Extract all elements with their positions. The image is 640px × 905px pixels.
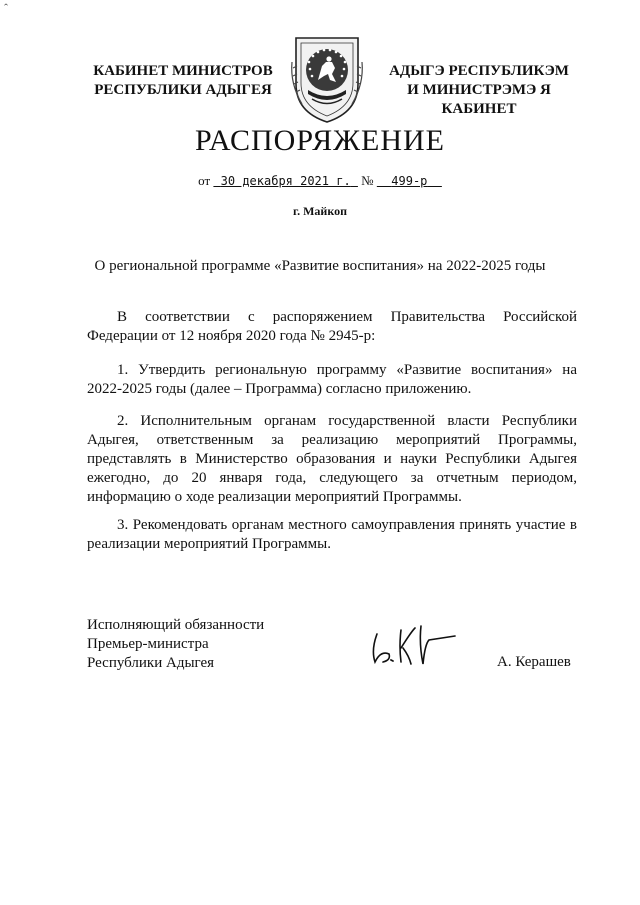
adygea-emblem-icon: [288, 32, 366, 124]
header-right-line1: АДЫГЭ РЕСПУБЛИКЭМ: [389, 63, 569, 79]
header-left-line1: КАБИНЕТ МИНИСТРОВ: [93, 63, 273, 79]
document-subject: О региональной программе «Развитие воспитания» на 2022-2025 годы: [94, 258, 546, 274]
corner-mark: ˆ: [4, 1, 8, 15]
header-right-line2: И МИНИСТРЭМЭ Я КАБИНЕТ: [407, 82, 551, 117]
paragraph-preamble: В соответствии с распоряжением Правительства Российской Федерации от 12 ноября 2020 года № 2945-р:: [87, 309, 577, 344]
document-title: РАСПОРЯЖЕНИЕ: [194, 124, 446, 157]
order-number: 499-р: [391, 174, 428, 188]
paragraph-item-2: 2. Исполнительным органам государственной власти Республики Адыгея, ответственным за реализацию мероприятий Программы, представлять в Министерство образования и науки Республики Адыгея ежегодно, до 20 января года, следующего за отчетным периодом, информацию о ходе реализации мероприятий Программы.: [87, 413, 577, 505]
header-right: [372, 62, 586, 119]
order-date: 30 декабря 2021 г.: [220, 174, 351, 188]
paragraph-item-3: 3. Рекомендовать органам местного самоуправления принять участие в реализации мероприятий Программы.: [87, 517, 577, 552]
paragraph-item-1: 1. Утвердить региональную программу «Развитие воспитания» на 2022-2025 годы (далее – Программа) согласно приложению.: [87, 362, 577, 397]
signatory-title-line3: Республики Адыгея: [87, 655, 215, 671]
signatory-title-line1: Исполняющий обязанности: [87, 617, 265, 633]
signatory-title: [87, 616, 264, 673]
order-line: [0, 173, 640, 189]
signatory-title-line2: Премьер-министра: [87, 636, 209, 652]
handwritten-signature: [367, 620, 457, 670]
city: г. Майкоп: [292, 204, 347, 218]
order-number-label: №: [361, 173, 374, 188]
order-prefix: от: [198, 173, 211, 188]
header-left-line2: РЕСПУБЛИКИ АДЫГЕЯ: [94, 82, 272, 98]
signatory-name: А. Керашев: [497, 654, 571, 670]
header-left: [88, 62, 278, 100]
